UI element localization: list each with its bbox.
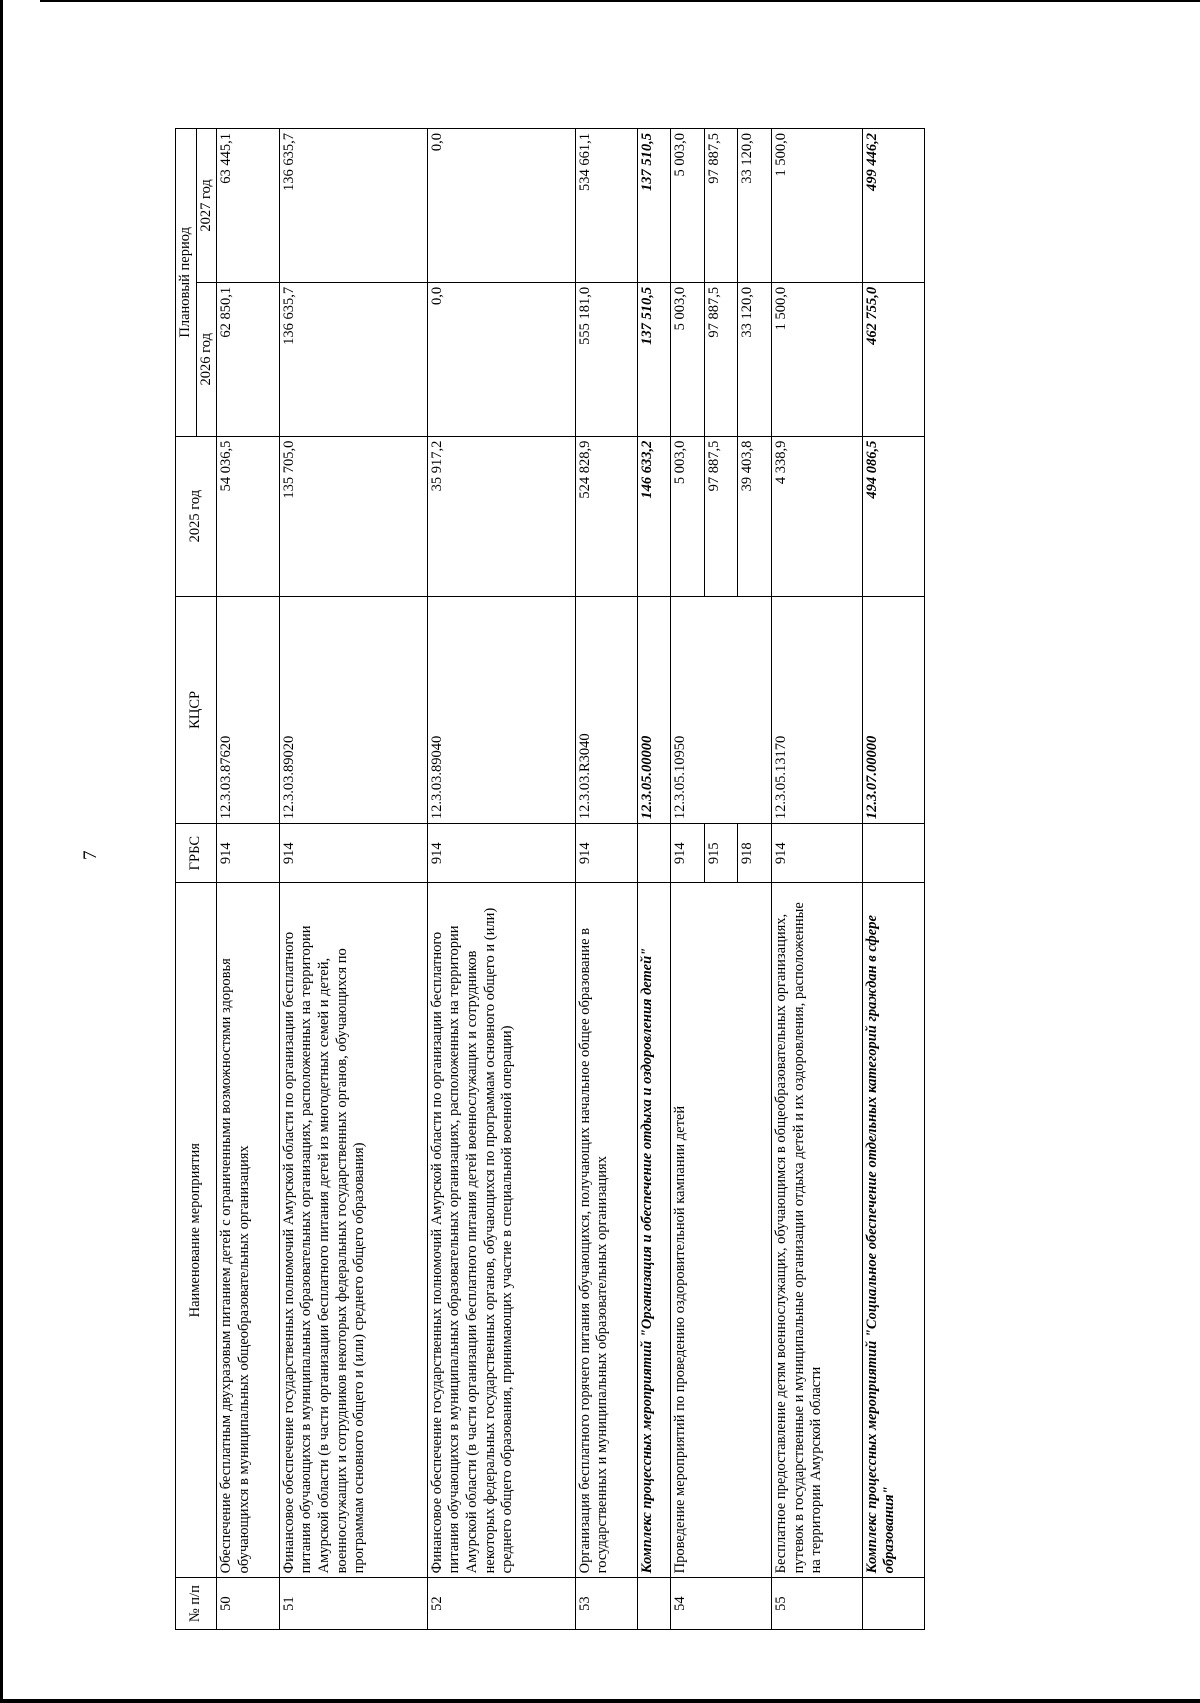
row-2027: 1 500,0: [771, 129, 862, 283]
row-2026: 5 003,0: [671, 282, 705, 436]
table-row: [671, 129, 705, 1630]
table-row: [279, 129, 427, 1630]
row-kcsr: 12.3.05.13170: [771, 596, 862, 824]
row-2025: 146 633,2: [637, 436, 671, 596]
row-num: [637, 1578, 671, 1630]
row-2027: 33 120,0: [738, 129, 772, 283]
row-2027: 136 635,7: [279, 129, 427, 283]
row-kcsr: 12.3.05.10950: [671, 596, 772, 824]
header-num: № п/п: [176, 1578, 217, 1630]
table-row: [427, 129, 575, 1630]
table-row: [575, 129, 637, 1630]
row-2027: 137 510,5: [637, 129, 671, 283]
row-2026: 462 755,0: [862, 282, 924, 436]
row-num: [862, 1578, 924, 1630]
row-2027: 63 445,1: [217, 129, 279, 283]
header-2027: 2027 год: [196, 129, 217, 283]
row-2025: 97 887,5: [704, 436, 738, 596]
page-number: 7: [80, 850, 101, 860]
table-row-complex-summary: [637, 129, 671, 1630]
header-grbs: ГРБС: [176, 824, 217, 883]
row-name: Финансовое обеспечение государственных полномочий Амурской области по организации бесплатного питания обучающихся в муниципальных образовательных организациях, расположенных на территории Амурской области (в части организации бесплатного питания детей военнослужащих и сотрудников некоторых федеральных государственных органов, обучающихся по программам основного общего и (или) среднего общего образования, принимающих участие в специальной военной операции): [427, 883, 575, 1578]
row-kcsr: 12.3.03.R3040: [575, 596, 637, 824]
table-row: [771, 129, 862, 1630]
row-2025: 39 403,8: [738, 436, 772, 596]
row-num: 54: [671, 1578, 772, 1630]
scan-border-bottom: [0, 1699, 1200, 1703]
scan-border-top: [40, 0, 1200, 2]
row-kcsr: 12.3.05.00000: [637, 596, 671, 824]
row-num: 55: [771, 1578, 862, 1630]
row-2027: 97 887,5: [704, 129, 738, 283]
header-name: Наименование мероприятия: [176, 883, 217, 1578]
row-kcsr: 12.3.03.89040: [427, 596, 575, 824]
row-name: Организация бесплатного горячего питания обучающихся, получающих начальное общее образование в государственных и муниципальных образовательных организациях: [575, 883, 637, 1578]
row-2025: 524 828,9: [575, 436, 637, 596]
row-name: Бесплатное предоставление детям военнослужащих, обучающимся в общеобразовательных организациях, путевок в государственные и муниципальные организации отдыха детей и их оздоровления, расположенные на территории Амурской области: [771, 883, 862, 1578]
row-2025: 4 338,9: [771, 436, 862, 596]
row-2025: 494 086,5: [862, 436, 924, 596]
row-grbs: 914: [279, 824, 427, 883]
table-row-complex-summary: [862, 129, 924, 1630]
header-row: [176, 129, 197, 1630]
row-2026: 1 500,0: [771, 282, 862, 436]
row-name: Комплекс процессных мероприятий "Организация и обеспечение отдыха и оздоровления детей": [637, 883, 671, 1578]
header-2025: 2025 год: [176, 436, 217, 596]
row-2027: 499 446,2: [862, 129, 924, 283]
row-2026: 137 510,5: [637, 282, 671, 436]
row-2025: 54 036,5: [217, 436, 279, 596]
row-grbs: 914: [771, 824, 862, 883]
row-2025: 35 917,2: [427, 436, 575, 596]
row-name: Проведение мероприятий по проведению оздоровительной кампании детей: [671, 883, 772, 1578]
row-grbs: [862, 824, 924, 883]
row-2026: 555 181,0: [575, 282, 637, 436]
row-name: Финансовое обеспечение государственных полномочий Амурской области по организации бесплатного питания обучающихся в муниципальных образовательных организациях, расположенных на территории Амурской области (в части организации бесплатного питания детей из многодетных семей и детей, военнослужащих и сотрудников некоторых федеральных государственных органов, обучающихся по программам основного общего и (или) среднего общего образования): [279, 883, 427, 1578]
row-num: 51: [279, 1578, 427, 1630]
row-grbs: 918: [738, 824, 772, 883]
row-name: Обеспечение бесплатным двухразовым питанием детей с ограниченными возможностями здоровья обучающихся в муниципальных общеобразовательных организациях: [217, 883, 279, 1578]
header-2026: 2026 год: [196, 282, 217, 436]
row-2026: 97 887,5: [704, 282, 738, 436]
row-num: 50: [217, 1578, 279, 1630]
header-kcsr: КЦСР: [176, 596, 217, 824]
table-row: [217, 129, 279, 1630]
scan-border-left: [0, 0, 3, 1703]
row-grbs: 915: [704, 824, 738, 883]
row-2026: 62 850,1: [217, 282, 279, 436]
row-grbs: 914: [671, 824, 705, 883]
row-kcsr: 12.3.07.00000: [862, 596, 924, 824]
row-2026: 33 120,0: [738, 282, 772, 436]
budget-table-container: [175, 128, 925, 1630]
row-num: 53: [575, 1578, 637, 1630]
row-grbs: [637, 824, 671, 883]
row-2025: 135 705,0: [279, 436, 427, 596]
budget-table: [175, 128, 925, 1630]
row-kcsr: 12.3.03.87620: [217, 596, 279, 824]
row-2027: 534 661,1: [575, 129, 637, 283]
row-2027: 5 003,0: [671, 129, 705, 283]
row-grbs: 914: [575, 824, 637, 883]
row-grbs: 914: [427, 824, 575, 883]
row-2027: 0,0: [427, 129, 575, 283]
row-grbs: 914: [217, 824, 279, 883]
row-name: Комплекс процессных мероприятий "Социальное обеспечение отдельных категорий граждан в сфере образования": [862, 883, 924, 1578]
header-plan-period: Плановый период: [176, 129, 197, 437]
row-2025: 5 003,0: [671, 436, 705, 596]
row-2026: 0,0: [427, 282, 575, 436]
row-num: 52: [427, 1578, 575, 1630]
row-kcsr: 12.3.03.89020: [279, 596, 427, 824]
row-2026: 136 635,7: [279, 282, 427, 436]
